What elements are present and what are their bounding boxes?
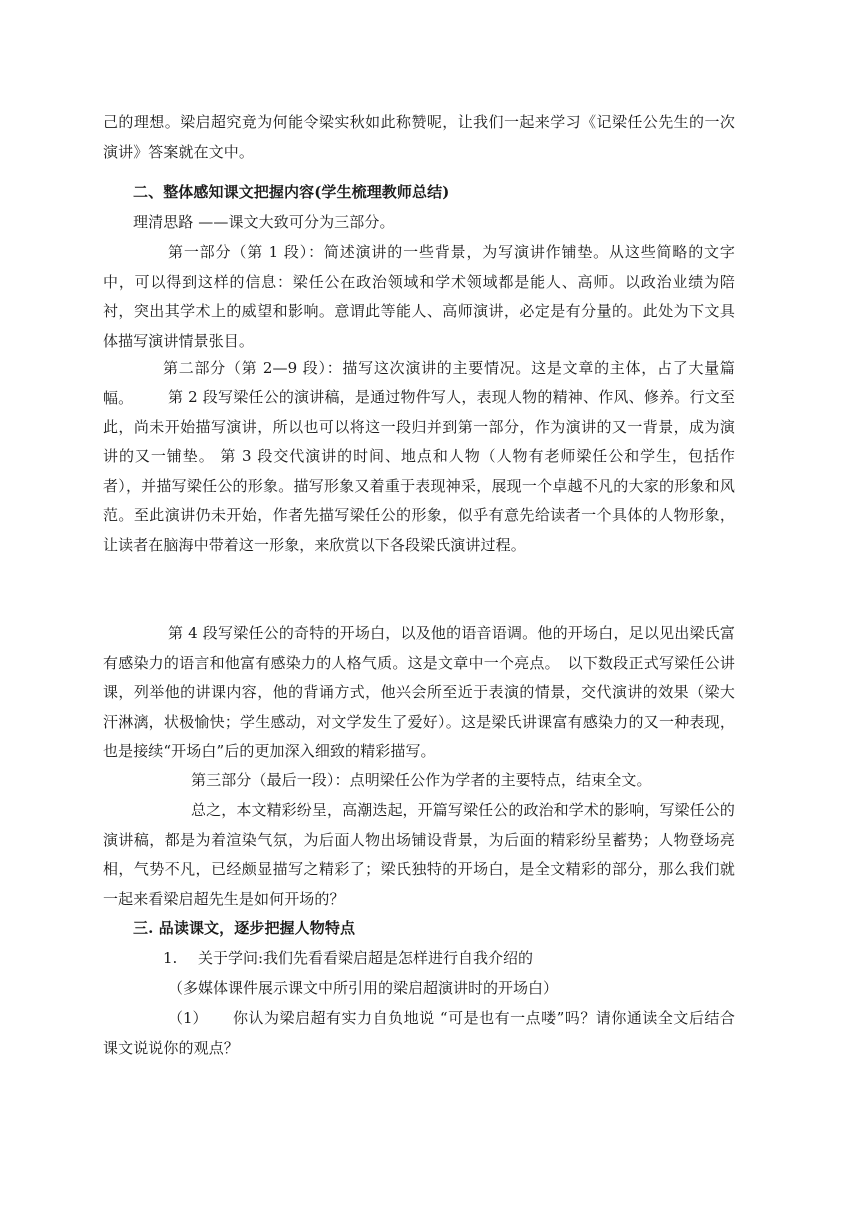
part-one-paragraph: 第一部分（第 1 段）：简述演讲的一些背景，为写演讲作铺垫。从这些简略的文字中，可以得到这样的信息：梁任公在政治领域和学术领域都是能人、高师。以政治业绩为陪衬，突出其学术上的威望和影响。意谓此等能人、高师演讲，必定是有分量的。此处为下文具体描写演讲情景张目。 bbox=[103, 243, 735, 350]
part-two-paragraph: 第二部分（第 2—9 段）：描写这次演讲的主要情况。这是文章的主体，占了大量篇幅。 bbox=[103, 359, 735, 407]
question-number-1: （1） bbox=[168, 1009, 208, 1027]
section-heading-2: 二、整体感知课文把握内容(学生梳理教师总结) bbox=[133, 183, 450, 201]
multimedia-note: （多媒体课件展示课文中所引用的梁启超演讲时的开场白） bbox=[168, 979, 559, 997]
section-heading-3: 三. 品读课文，逐步把握人物特点 bbox=[133, 919, 356, 937]
question-paragraph: 你认为梁启超有实力自负地说 “可是也有一点喽”吗？请你通读全文后结合课文说说你的观点？ bbox=[103, 1009, 735, 1057]
intro-paragraph: 己的理想。梁启超究竟为何能令梁实秋如此称赞呢，让我们一起来学习《记梁任公先生的一次演讲》答案就在文中。 bbox=[103, 113, 735, 161]
list-number-1: 1. bbox=[163, 949, 178, 967]
paragraph-4-analysis: 第 4 段写梁任公的奇特的开场白，以及他的语音语调。他的开场白，足以见出梁氏富有感染力的语言和他富有感染力的人格气质。这是文章中一个亮点。 以下数段正式写梁任公讲课，列举他的讲课内容，他的背诵方式，他兴会所至近于表演的情景，交代演讲的效果（梁大汗淋漓，状极愉快；学生感动，对文学发生了爱好）。这是梁氏讲课富有感染力的又一种表现，也是接续“开场白”后的更加深入细致的精彩描写。 bbox=[103, 624, 735, 761]
part-three-paragraph: 第三部分（最后一段）：点明梁任公作为学者的主要特点，结束全文。 bbox=[191, 771, 652, 789]
summary-paragraph: 总之，本文精彩纷呈，高潮迭起，开篇写梁任公的政治和学术的影响，写梁任公的演讲稿，都是为着渲染气氛，为后面人物出场铺设背景，为后面的精彩纷呈蓄势；人物登场亮相，气势不凡，已经颇显描写之精彩了；梁氏独特的开场白，是全文精彩的部分，那么我们就一起来看梁启超先生是如何开场的？ bbox=[103, 801, 735, 908]
learning-question-1: 关于学问:我们先看看梁启超是怎样进行自我介绍的 bbox=[198, 949, 534, 967]
paragraph-2-3-analysis: 第 2 段写梁任公的演讲稿，是通过物件写人，表现人物的精神、作风、修养。行文至此，尚未开始描写演讲，所以也可以将这一段归并到第一部分，作为演讲的又一背景，成为演讲的又一铺垫。 第 3 段交代演讲的时间、地点和人物（人物有老师梁任公和学生，包括作者），并描写梁任公的形象。描写形象又着重于表现神采，展现一个卓越不凡的大家的形象和风范。至此演讲仍未开始，作者先描写梁任公的形象，似乎有意先给读者一个具体的人物形象，让读者在脑海中带着这一形象，来欣赏以下各段梁氏演讲过程。 bbox=[103, 388, 735, 554]
structure-summary: 理清思路 ——课文大致可分为三部分。 bbox=[133, 213, 395, 231]
